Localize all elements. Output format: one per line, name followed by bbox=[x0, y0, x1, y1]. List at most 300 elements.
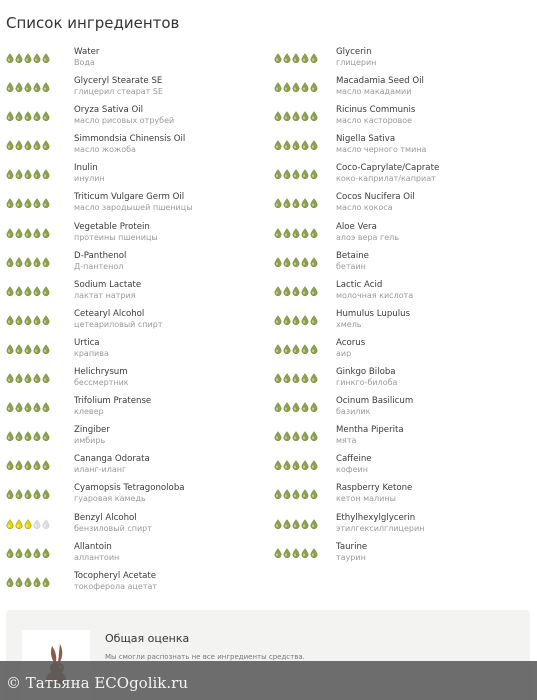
drop-icon bbox=[274, 315, 282, 325]
ingredient-name-ru: масло жожоба bbox=[74, 145, 136, 155]
ingredient-name-ru: крапива bbox=[74, 348, 109, 358]
ingredient-name[interactable]: Cetearyl Alcohol bbox=[74, 308, 145, 319]
drop-icon bbox=[24, 53, 32, 63]
drop-icon bbox=[310, 111, 318, 121]
drop-icon bbox=[301, 460, 309, 470]
drop-icon bbox=[33, 82, 41, 92]
ingredient-row[interactable] bbox=[268, 76, 533, 105]
ingredient-name[interactable]: Benzyl Alcohol bbox=[74, 512, 137, 523]
drop-icon bbox=[301, 140, 309, 150]
drop-icon bbox=[24, 460, 32, 470]
ingredient-row[interactable] bbox=[0, 454, 265, 483]
drop-icon bbox=[301, 431, 309, 441]
ingredient-name[interactable]: Oryza Sativa Oil bbox=[74, 105, 143, 116]
drop-icon bbox=[6, 548, 14, 558]
drop-icon bbox=[33, 431, 41, 441]
drop-icon bbox=[283, 460, 291, 470]
ingredient-name[interactable]: Taurine bbox=[336, 541, 368, 552]
ingredient-name-ru: базилик bbox=[336, 407, 371, 417]
drop-icon bbox=[292, 198, 300, 208]
ingredient-name[interactable]: Zingiber bbox=[74, 425, 110, 436]
ingredient-name-ru: токоферола ацетат bbox=[74, 581, 158, 591]
drop-icon bbox=[6, 53, 14, 63]
safety-rating bbox=[274, 111, 318, 121]
drop-icon bbox=[6, 489, 14, 499]
safety-rating bbox=[274, 548, 318, 558]
ingredient-row[interactable] bbox=[0, 396, 265, 425]
ingredient-name[interactable]: Urtica bbox=[74, 337, 100, 348]
drop-icon bbox=[292, 140, 300, 150]
drop-icon bbox=[274, 82, 282, 92]
drop-icon bbox=[6, 315, 14, 325]
ingredient-name-ru: этилгексилглицерин bbox=[336, 523, 425, 533]
ingredient-name-ru: аир bbox=[336, 348, 352, 358]
drop-icon bbox=[274, 402, 282, 412]
drop-icon bbox=[310, 431, 318, 441]
drop-icon bbox=[292, 373, 300, 383]
drop-icon bbox=[24, 111, 32, 121]
drop-icon bbox=[310, 286, 318, 296]
drop-icon bbox=[42, 169, 50, 179]
ingredient-name-ru: Вода bbox=[74, 58, 95, 67]
drop-icon bbox=[310, 140, 318, 150]
ingredient-row[interactable] bbox=[268, 396, 533, 425]
drop-icon bbox=[301, 315, 309, 325]
overall-rating-note: Мы смогли распознать не все ингредиенты средства. bbox=[105, 653, 305, 661]
ingredient-name-ru: имбирь bbox=[74, 436, 106, 446]
drop-icon bbox=[24, 577, 32, 587]
ingredient-row[interactable] bbox=[268, 134, 533, 163]
drop-icon bbox=[42, 286, 50, 296]
ingredient-name[interactable]: Allantoin bbox=[74, 541, 112, 552]
drop-icon bbox=[310, 53, 318, 63]
drop-icon bbox=[292, 548, 300, 558]
ingredient-row[interactable] bbox=[268, 425, 533, 454]
drop-icon bbox=[42, 111, 50, 121]
ingredient-row[interactable] bbox=[268, 251, 533, 280]
drop-icon bbox=[6, 140, 14, 150]
safety-rating bbox=[6, 53, 50, 63]
drop-icon bbox=[274, 489, 282, 499]
drop-icon bbox=[274, 53, 282, 63]
ingredient-name-ru: мята bbox=[336, 436, 357, 446]
drop-icon bbox=[6, 82, 14, 92]
ingredient-row[interactable] bbox=[268, 454, 533, 483]
safety-rating bbox=[274, 519, 318, 529]
drop-icon bbox=[6, 460, 14, 470]
ingredient-name[interactable]: Betaine bbox=[336, 250, 369, 261]
ingredient-name-ru: алоэ вера гель bbox=[336, 232, 399, 242]
ingredient-row[interactable] bbox=[0, 542, 265, 571]
ingredient-name[interactable]: Caffeine bbox=[336, 454, 372, 465]
ingredient-row[interactable] bbox=[268, 163, 533, 192]
drop-icon bbox=[301, 373, 309, 383]
drop-icon bbox=[15, 373, 23, 383]
drop-icon bbox=[24, 198, 32, 208]
drop-icon bbox=[6, 169, 14, 179]
ingredient-row[interactable] bbox=[0, 222, 265, 251]
ingredient-row[interactable] bbox=[268, 542, 533, 571]
ingredient-name[interactable]: Aloe Vera bbox=[336, 221, 377, 232]
drop-icon bbox=[283, 82, 291, 92]
ingredient-name[interactable]: Inulin bbox=[74, 163, 98, 174]
safety-rating bbox=[6, 402, 50, 412]
drop-icon bbox=[15, 519, 23, 529]
drop-icon bbox=[301, 169, 309, 179]
ingredient-name[interactable]: Sodium Lactate bbox=[74, 279, 142, 290]
drop-icon bbox=[33, 519, 41, 529]
drop-icon bbox=[274, 140, 282, 150]
safety-rating bbox=[274, 169, 318, 179]
drop-icon bbox=[15, 577, 23, 587]
drop-icon bbox=[301, 402, 309, 412]
ingredient-name[interactable]: Ginkgo Biloba bbox=[336, 367, 396, 378]
safety-rating bbox=[6, 82, 50, 92]
drop-icon bbox=[310, 198, 318, 208]
ingredient-row[interactable] bbox=[0, 483, 265, 512]
drop-icon bbox=[283, 198, 291, 208]
drop-icon bbox=[15, 82, 23, 92]
drop-icon bbox=[283, 489, 291, 499]
ingredient-name-ru: бензиловый спирт bbox=[74, 523, 152, 533]
drop-icon bbox=[274, 460, 282, 470]
drop-icon bbox=[42, 53, 50, 63]
drop-icon bbox=[283, 344, 291, 354]
safety-rating bbox=[6, 373, 50, 383]
safety-rating bbox=[6, 140, 50, 150]
drop-icon bbox=[274, 519, 282, 529]
drop-icon bbox=[310, 402, 318, 412]
drop-icon bbox=[24, 315, 32, 325]
drop-icon bbox=[292, 228, 300, 238]
ingredient-name[interactable]: Lactic Acid bbox=[336, 279, 383, 290]
ingredient-row[interactable] bbox=[0, 367, 265, 396]
drop-icon bbox=[42, 228, 50, 238]
drop-icon bbox=[301, 111, 309, 121]
ingredient-row[interactable] bbox=[0, 309, 265, 338]
ingredient-name[interactable]: Ethylhexylglycerin bbox=[336, 512, 416, 523]
drop-icon bbox=[301, 489, 309, 499]
ingredient-name-ru: кофеин bbox=[336, 465, 368, 475]
drop-icon bbox=[283, 548, 291, 558]
drop-icon bbox=[6, 402, 14, 412]
drop-icon bbox=[42, 257, 50, 267]
drop-icon bbox=[310, 257, 318, 267]
drop-icon bbox=[24, 286, 32, 296]
drop-icon bbox=[24, 373, 32, 383]
ingredient-name-ru: кетон малины bbox=[336, 494, 396, 504]
ingredient-name[interactable]: Humulus Lupulus bbox=[336, 308, 411, 319]
ingredient-name[interactable]: Trifolium Pratense bbox=[74, 396, 152, 407]
ingredient-row[interactable] bbox=[0, 47, 265, 76]
ingredient-name-ru: инулин bbox=[74, 174, 105, 184]
safety-rating bbox=[274, 344, 318, 354]
drop-icon bbox=[15, 257, 23, 267]
drop-icon bbox=[15, 402, 23, 412]
safety-rating bbox=[274, 82, 318, 92]
ingredient-name[interactable]: Ricinus Communis bbox=[336, 105, 416, 116]
ingredient-name-ru: гинкго-билоба bbox=[336, 378, 398, 388]
drop-icon bbox=[24, 228, 32, 238]
drop-icon bbox=[274, 373, 282, 383]
drop-icon bbox=[33, 489, 41, 499]
ingredient-row[interactable] bbox=[0, 192, 265, 221]
safety-rating bbox=[274, 402, 318, 412]
drop-icon bbox=[310, 548, 318, 558]
drop-icon bbox=[292, 344, 300, 354]
safety-rating bbox=[6, 519, 50, 529]
ingredient-name-ru: глицерил стеарат SE bbox=[74, 87, 164, 97]
ingredient-row[interactable] bbox=[268, 483, 533, 512]
ingredient-name[interactable]: Mentha Piperita bbox=[336, 425, 404, 436]
ingredient-name[interactable]: Cocos Nucifera Oil bbox=[336, 192, 415, 203]
ingredient-row[interactable] bbox=[268, 309, 533, 338]
safety-rating bbox=[6, 228, 50, 238]
drop-icon bbox=[42, 140, 50, 150]
ingredient-row[interactable] bbox=[0, 251, 265, 280]
drop-icon bbox=[310, 373, 318, 383]
drop-icon bbox=[24, 548, 32, 558]
ingredient-name[interactable]: Tocopheryl Acetate bbox=[74, 570, 156, 581]
drop-icon bbox=[33, 111, 41, 121]
safety-rating bbox=[6, 286, 50, 296]
drop-icon bbox=[33, 548, 41, 558]
drop-icon bbox=[6, 111, 14, 121]
ingredient-name-ru: масло касторовое bbox=[336, 116, 413, 126]
watermark-text: © Татьяна ECOgolik.ru bbox=[6, 674, 188, 692]
ingredient-row[interactable] bbox=[268, 280, 533, 309]
drop-icon bbox=[292, 402, 300, 412]
ingredient-name[interactable]: Glycerin bbox=[336, 47, 372, 57]
drop-icon bbox=[310, 228, 318, 238]
drop-icon bbox=[33, 228, 41, 238]
drop-icon bbox=[42, 82, 50, 92]
ingredient-row[interactable] bbox=[268, 513, 533, 542]
drop-icon bbox=[310, 315, 318, 325]
drop-icon bbox=[310, 169, 318, 179]
drop-icon bbox=[33, 257, 41, 267]
ingredient-name[interactable]: Cananga Odorata bbox=[74, 454, 150, 465]
ingredient-name[interactable]: Cyamopsis Tetragonoloba bbox=[74, 483, 185, 494]
ingredient-name[interactable]: Glyceryl Stearate SE bbox=[74, 76, 163, 87]
drop-icon bbox=[33, 169, 41, 179]
ingredient-row[interactable] bbox=[0, 105, 265, 134]
drop-icon bbox=[292, 460, 300, 470]
drop-icon bbox=[42, 402, 50, 412]
ingredient-name-ru: масло кокоса bbox=[336, 203, 393, 213]
ingredient-row[interactable] bbox=[268, 338, 533, 367]
ingredient-name-ru: масло зародышей пшеницы bbox=[74, 203, 193, 213]
ingredient-name-ru: Д-пантенол bbox=[74, 261, 124, 271]
drop-icon bbox=[24, 519, 32, 529]
ingredient-row[interactable] bbox=[0, 338, 265, 367]
drop-icon bbox=[15, 315, 23, 325]
ingredient-name[interactable]: Macadamia Seed Oil bbox=[336, 76, 424, 87]
drop-icon bbox=[24, 489, 32, 499]
ingredient-name[interactable]: Raspberry Ketone bbox=[336, 483, 413, 494]
ingredient-name[interactable]: Acorus bbox=[336, 337, 366, 348]
drop-icon bbox=[15, 460, 23, 470]
drop-icon bbox=[283, 402, 291, 412]
drop-icon bbox=[274, 548, 282, 558]
ingredient-name-ru: цетеариловый спирт bbox=[74, 319, 163, 329]
drop-icon bbox=[6, 198, 14, 208]
safety-rating bbox=[6, 198, 50, 208]
ingredient-row[interactable] bbox=[0, 134, 265, 163]
ingredient-name-ru: таурин bbox=[336, 552, 366, 562]
ingredient-name[interactable]: Simmondsia Chinensis Oil bbox=[74, 134, 186, 145]
ingredient-name[interactable]: Water bbox=[74, 47, 100, 57]
watermark-bar bbox=[0, 661, 537, 700]
safety-rating bbox=[274, 140, 318, 150]
drop-icon bbox=[15, 286, 23, 296]
drop-icon bbox=[292, 169, 300, 179]
drop-icon bbox=[15, 344, 23, 354]
drop-icon bbox=[283, 315, 291, 325]
drop-icon bbox=[274, 228, 282, 238]
drop-icon bbox=[33, 402, 41, 412]
safety-rating bbox=[6, 111, 50, 121]
safety-rating bbox=[274, 431, 318, 441]
drop-icon bbox=[33, 315, 41, 325]
drop-icon bbox=[6, 257, 14, 267]
ingredient-row[interactable] bbox=[0, 76, 265, 105]
safety-rating bbox=[6, 548, 50, 558]
drop-icon bbox=[33, 286, 41, 296]
ingredient-name-ru: аллантоин bbox=[74, 552, 120, 562]
drop-icon bbox=[15, 431, 23, 441]
drop-icon bbox=[301, 286, 309, 296]
drop-icon bbox=[33, 373, 41, 383]
drop-icon bbox=[283, 53, 291, 63]
drop-icon bbox=[42, 344, 50, 354]
safety-rating bbox=[6, 431, 50, 441]
ingredient-name-ru: иланг-иланг bbox=[74, 465, 127, 475]
drop-icon bbox=[15, 198, 23, 208]
drop-icon bbox=[24, 257, 32, 267]
safety-rating bbox=[274, 228, 318, 238]
ingredient-name[interactable]: Vegetable Protein bbox=[74, 221, 150, 232]
ingredient-row[interactable] bbox=[268, 47, 533, 76]
ingredient-name[interactable]: Ocinum Basilicum bbox=[336, 396, 414, 407]
drop-icon bbox=[274, 257, 282, 267]
safety-rating bbox=[6, 169, 50, 179]
ingredient-row[interactable] bbox=[0, 513, 265, 542]
safety-rating bbox=[274, 489, 318, 499]
safety-rating bbox=[274, 198, 318, 208]
drop-icon bbox=[33, 460, 41, 470]
ingredient-row[interactable] bbox=[268, 222, 533, 251]
drop-icon bbox=[292, 257, 300, 267]
drop-icon bbox=[310, 489, 318, 499]
ingredient-row[interactable] bbox=[0, 425, 265, 454]
safety-rating bbox=[274, 315, 318, 325]
drop-icon bbox=[274, 198, 282, 208]
drop-icon bbox=[301, 53, 309, 63]
ingredient-name[interactable]: Nigella Sativa bbox=[336, 134, 396, 145]
drop-icon bbox=[283, 286, 291, 296]
safety-rating bbox=[6, 489, 50, 499]
drop-icon bbox=[292, 315, 300, 325]
drop-icon bbox=[6, 577, 14, 587]
drop-icon bbox=[301, 82, 309, 92]
drop-icon bbox=[15, 169, 23, 179]
drop-icon bbox=[301, 548, 309, 558]
drop-icon bbox=[301, 228, 309, 238]
drop-icon bbox=[42, 460, 50, 470]
safety-rating bbox=[274, 460, 318, 470]
drop-icon bbox=[292, 431, 300, 441]
drop-icon bbox=[283, 169, 291, 179]
drop-icon bbox=[292, 53, 300, 63]
drop-icon bbox=[15, 140, 23, 150]
ingredient-name[interactable]: Helichrysum bbox=[74, 367, 128, 378]
drop-icon bbox=[283, 257, 291, 267]
ingredient-row[interactable] bbox=[0, 163, 265, 192]
drop-icon bbox=[24, 169, 32, 179]
drop-icon bbox=[301, 198, 309, 208]
drop-icon bbox=[283, 228, 291, 238]
drop-icon bbox=[42, 198, 50, 208]
drop-icon bbox=[292, 489, 300, 499]
drop-icon bbox=[15, 548, 23, 558]
drop-icon bbox=[310, 519, 318, 529]
drop-icon bbox=[24, 431, 32, 441]
ingredient-name[interactable]: D-Panthenol bbox=[74, 250, 127, 261]
drop-icon bbox=[292, 111, 300, 121]
ingredient-name-ru: протеины пшеницы bbox=[74, 232, 158, 242]
ingredient-row[interactable] bbox=[0, 280, 265, 309]
drop-icon bbox=[33, 53, 41, 63]
ingredient-row[interactable] bbox=[0, 571, 265, 600]
drop-icon bbox=[310, 344, 318, 354]
safety-rating bbox=[6, 257, 50, 267]
drop-icon bbox=[283, 373, 291, 383]
ingredient-row[interactable] bbox=[268, 105, 533, 134]
safety-rating bbox=[6, 460, 50, 470]
drop-icon bbox=[310, 82, 318, 92]
drop-icon bbox=[283, 431, 291, 441]
drop-icon bbox=[292, 519, 300, 529]
ingredient-row[interactable] bbox=[268, 367, 533, 396]
drop-icon bbox=[310, 460, 318, 470]
ingredient-name-ru: масло макадамии bbox=[336, 87, 412, 97]
ingredient-name-ru: бессмертник bbox=[74, 378, 129, 388]
drop-icon bbox=[42, 489, 50, 499]
drop-icon bbox=[292, 82, 300, 92]
drop-icon bbox=[42, 577, 50, 587]
drop-icon bbox=[24, 344, 32, 354]
ingredients-column-left bbox=[0, 47, 265, 600]
drop-icon bbox=[283, 140, 291, 150]
safety-rating bbox=[274, 257, 318, 267]
safety-rating bbox=[274, 286, 318, 296]
safety-rating bbox=[6, 315, 50, 325]
drop-icon bbox=[274, 111, 282, 121]
drop-icon bbox=[15, 53, 23, 63]
ingredient-name-ru: масло черного тмина bbox=[336, 145, 427, 155]
drop-icon bbox=[283, 111, 291, 121]
drop-icon bbox=[274, 169, 282, 179]
ingredient-name[interactable]: Coco-Caprylate/Caprate bbox=[336, 163, 440, 174]
drop-icon bbox=[15, 228, 23, 238]
drop-icon bbox=[24, 402, 32, 412]
ingredient-name-ru: коко-каприлат/каприат bbox=[336, 174, 436, 184]
drop-icon bbox=[6, 519, 14, 529]
ingredient-name[interactable]: Triticum Vulgare Germ Oil bbox=[74, 192, 185, 203]
ingredient-row[interactable] bbox=[268, 192, 533, 221]
ingredient-name-ru: масло рисовых отрубей bbox=[74, 116, 175, 126]
